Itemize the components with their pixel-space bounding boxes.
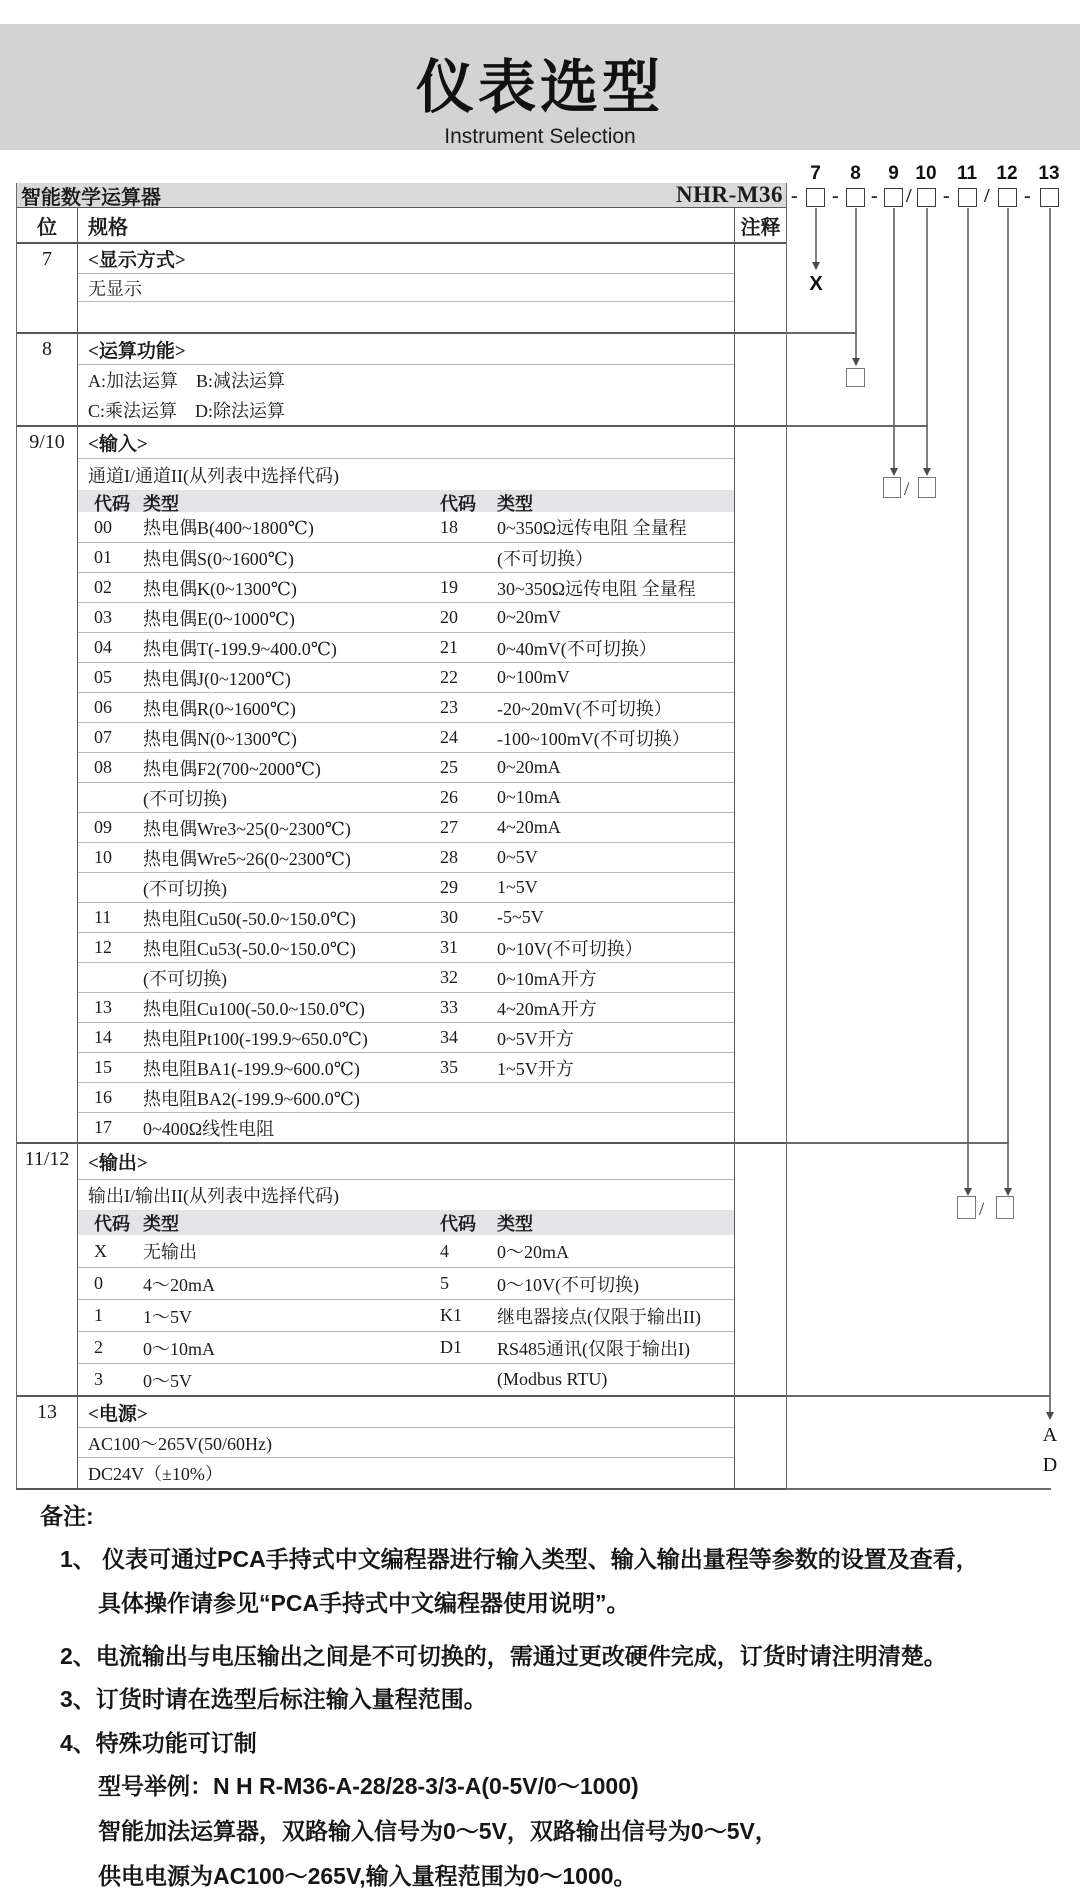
note-line: 具体操作请参见“PCA手持式中文编程器使用说明”。 bbox=[98, 1590, 630, 1616]
selection-table bbox=[16, 183, 787, 1490]
output-code-row: X 无输出 4 0～20mA bbox=[94, 1240, 569, 1262]
section-connector-12 bbox=[786, 1142, 1009, 1144]
leader-line-7 bbox=[815, 208, 817, 262]
digit-12: 12 bbox=[996, 163, 1018, 184]
input-code-row: 15 热电阻BA1(-199.9~600.0℃) 35 1~5V开方 bbox=[78, 1052, 734, 1082]
model-box-10 bbox=[917, 188, 936, 207]
input-code-row: 10 热电偶Wre5~26(0~2300℃) 28 0~5V bbox=[78, 842, 734, 872]
section-output bbox=[17, 1142, 786, 1395]
arrow-down-13 bbox=[1046, 1412, 1054, 1420]
digit-13: 13 bbox=[1038, 163, 1060, 184]
digit-8: 8 bbox=[850, 163, 861, 184]
model-box-9 bbox=[884, 188, 903, 207]
input-code-row: 12 热电阻Cu53(-50.0~150.0℃) 31 0~10V(不可切换） bbox=[78, 932, 734, 962]
section-input bbox=[17, 425, 786, 1142]
spec-row: A:加法运算 B:减法运算 bbox=[88, 371, 286, 391]
notes-heading: 备注: bbox=[40, 1503, 94, 1529]
input-code-row: 00 热电偶B(400~1800℃) 18 0~350Ω远传电阻 全量程 bbox=[94, 516, 687, 538]
model-box-7 bbox=[806, 188, 825, 207]
input-code-row: 14 热电阻Pt100(-199.9~650.0℃) 34 0~5V开方 bbox=[78, 1022, 734, 1052]
placeholder-slash-11-12: / bbox=[979, 1199, 985, 1220]
arrow-down-9 bbox=[890, 468, 898, 476]
input-code-row: 09 热电偶Wre3~25(0~2300℃) 27 4~20mA bbox=[78, 812, 734, 842]
product-name: 智能数学运算器 bbox=[21, 186, 161, 209]
model-box-13 bbox=[1040, 188, 1059, 207]
digit-7: 7 bbox=[810, 163, 821, 184]
table-title-strip bbox=[17, 183, 786, 208]
section-title: <运算功能> bbox=[78, 334, 734, 365]
note-line: 3、订货时请在选型后标注输入量程范围。 bbox=[60, 1686, 487, 1712]
section-power bbox=[17, 1395, 786, 1488]
input-code-row: 16 热电阻BA2(-199.9~600.0℃) bbox=[78, 1082, 734, 1112]
section-pos: 9/10 bbox=[17, 427, 78, 1142]
model-sep: - bbox=[1024, 185, 1031, 207]
leader-line-10 bbox=[926, 208, 928, 468]
note-cell bbox=[735, 1397, 786, 1488]
output-code-row: 2 0～10mA D1 RS485通讯(仅限于输出I) bbox=[78, 1331, 734, 1363]
model-sep: - bbox=[871, 185, 878, 207]
digit-11: 11 bbox=[956, 163, 978, 184]
title-banner bbox=[0, 24, 1080, 150]
section-display-mode bbox=[17, 242, 786, 332]
arrow-down-12 bbox=[1004, 1188, 1012, 1196]
input-code-row: 02 热电偶K(0~1300℃) 19 30~350Ω远传电阻 全量程 bbox=[78, 572, 734, 602]
code-placeholder-9 bbox=[883, 477, 901, 498]
note-line: 型号举例：N H R-M36-A-28/28-3/3-A(0-5V/0～1000) bbox=[98, 1773, 639, 1799]
leader-line-9 bbox=[893, 208, 895, 468]
model-sep: - bbox=[943, 185, 950, 207]
section-connector-13 bbox=[786, 1395, 1051, 1397]
note-line: 供电电源为AC100～265V,输入量程范围为0～1000。 bbox=[98, 1863, 637, 1889]
section-subtitle: 通道I/通道II(从列表中选择代码) bbox=[88, 465, 339, 486]
section-title: <输入> bbox=[78, 427, 734, 459]
page-subtitle: Instrument Selection bbox=[444, 125, 636, 148]
spec-row: 无显示 bbox=[78, 274, 734, 302]
section-title: <显示方式> bbox=[78, 244, 734, 274]
arrow-down-11 bbox=[964, 1188, 972, 1196]
input-code-header: 代码 类型 代码 类型 bbox=[78, 490, 734, 512]
leader-line-12 bbox=[1007, 208, 1009, 1188]
note-line: 1、 仪表可通过PCA手持式中文编程器进行输入类型、输入输出量程等参数的设置及查看， bbox=[60, 1546, 979, 1572]
input-code-table bbox=[78, 512, 734, 1142]
input-code-row: 01 热电偶S(0~1600℃) (不可切换） bbox=[78, 542, 734, 572]
code-placeholder-11 bbox=[957, 1196, 976, 1219]
arrow-down-7 bbox=[812, 262, 820, 270]
col-header-spec: 规格 bbox=[78, 208, 735, 242]
note-cell bbox=[735, 427, 786, 1142]
section-title: <输出> bbox=[78, 1144, 734, 1180]
leader-line-13 bbox=[1049, 208, 1051, 1412]
spec-row: DC24V（±10%） bbox=[88, 1464, 223, 1484]
table-bottom-extension bbox=[786, 1488, 1051, 1490]
input-code-row: (不可切换) 29 1~5V bbox=[78, 872, 734, 902]
model-prefix: NHR-M36 bbox=[676, 182, 783, 207]
model-sep: / bbox=[984, 185, 990, 207]
note-cell bbox=[735, 244, 786, 332]
input-code-row: 11 热电阻Cu50(-50.0~150.0℃) 30 -5~5V bbox=[78, 902, 734, 932]
leader-line-11 bbox=[967, 208, 969, 1188]
input-code-row: 04 热电偶T(-199.9~400.0℃) 21 0~40mV(不可切换） bbox=[78, 632, 734, 662]
input-code-row: 07 热电偶N(0~1300℃) 24 -100~100mV(不可切换） bbox=[78, 722, 734, 752]
col-header-pos: 位 bbox=[17, 208, 78, 242]
output-code-row: 1 1～5V K1 继电器接点(仅限于输出II) bbox=[78, 1299, 734, 1331]
section-function bbox=[17, 332, 786, 425]
column-header-row bbox=[17, 208, 786, 242]
note-line: 4、特殊功能可订制 bbox=[60, 1730, 257, 1756]
input-code-row: 17 0~400Ω线性电阻 bbox=[78, 1112, 734, 1142]
spec-row: AC100～265V(50/60Hz) bbox=[78, 1428, 734, 1458]
page-title: 仪表选型 bbox=[415, 55, 664, 120]
section-pos: 7 bbox=[17, 244, 78, 332]
output-code-row: 0 4～20mA 5 0～10V(不可切换) bbox=[78, 1267, 734, 1299]
note-cell bbox=[735, 334, 786, 425]
input-code-row: 06 热电偶R(0~1600℃) 23 -20~20mV(不可切换） bbox=[78, 692, 734, 722]
model-sep: - bbox=[791, 185, 798, 207]
input-code-row: 03 热电偶E(0~1000℃) 20 0~20mV bbox=[78, 602, 734, 632]
code-option-ac: A bbox=[1042, 1424, 1058, 1446]
section-subtitle: 输出I/输出II(从列表中选择代码) bbox=[88, 1186, 339, 1206]
arrow-down-10 bbox=[923, 468, 931, 476]
code-placeholder-12 bbox=[996, 1196, 1014, 1219]
output-code-table bbox=[78, 1235, 734, 1395]
leader-line-8 bbox=[855, 208, 857, 358]
arrow-down-8 bbox=[852, 358, 860, 366]
note-line: 智能加法运算器，双路输入信号为0～5V，双路输出信号为0～5V， bbox=[98, 1818, 778, 1844]
input-code-row: 05 热电偶J(0~1200℃) 22 0~100mV bbox=[78, 662, 734, 692]
section-pos: 8 bbox=[17, 334, 78, 425]
placeholder-slash-9-10: / bbox=[904, 479, 910, 500]
note-line: 2、电流输出与电压输出之间是不可切换的，需通过更改硬件完成，订货时请注明清楚。 bbox=[60, 1643, 947, 1669]
section-pos: 11/12 bbox=[17, 1144, 78, 1395]
model-sep: / bbox=[906, 185, 912, 207]
spec-row-empty bbox=[78, 302, 734, 332]
note-cell bbox=[735, 1144, 786, 1395]
col-header-note: 注释 bbox=[740, 216, 781, 239]
input-code-row: (不可切换) 26 0~10mA bbox=[78, 782, 734, 812]
spec-row: C:乘法运算 D:除法运算 bbox=[88, 401, 286, 421]
section-pos: 13 bbox=[17, 1397, 78, 1488]
digit-9: 9 bbox=[888, 163, 899, 184]
model-box-12 bbox=[998, 188, 1017, 207]
section-connector-8 bbox=[786, 332, 857, 334]
digit-10: 10 bbox=[915, 163, 937, 184]
output-code-header: 代码 类型 代码 类型 bbox=[78, 1210, 734, 1235]
code-option-x: X bbox=[809, 273, 823, 295]
section-connector-10 bbox=[786, 425, 928, 427]
code-placeholder-10 bbox=[918, 477, 936, 498]
model-sep: - bbox=[832, 185, 839, 207]
model-box-11 bbox=[958, 188, 977, 207]
section-title: <电源> bbox=[78, 1397, 734, 1428]
output-code-row: 3 0～5V (Modbus RTU) bbox=[78, 1363, 734, 1395]
model-box-8 bbox=[846, 188, 865, 207]
input-code-row: (不可切换) 32 0~10mA开方 bbox=[78, 962, 734, 992]
input-code-row: 13 热电阻Cu100(-50.0~150.0℃) 33 4~20mA开方 bbox=[78, 992, 734, 1022]
code-option-dc: D bbox=[1042, 1454, 1058, 1476]
input-code-row: 08 热电偶F2(700~2000℃) 25 0~20mA bbox=[78, 752, 734, 782]
code-placeholder-8 bbox=[846, 368, 865, 387]
